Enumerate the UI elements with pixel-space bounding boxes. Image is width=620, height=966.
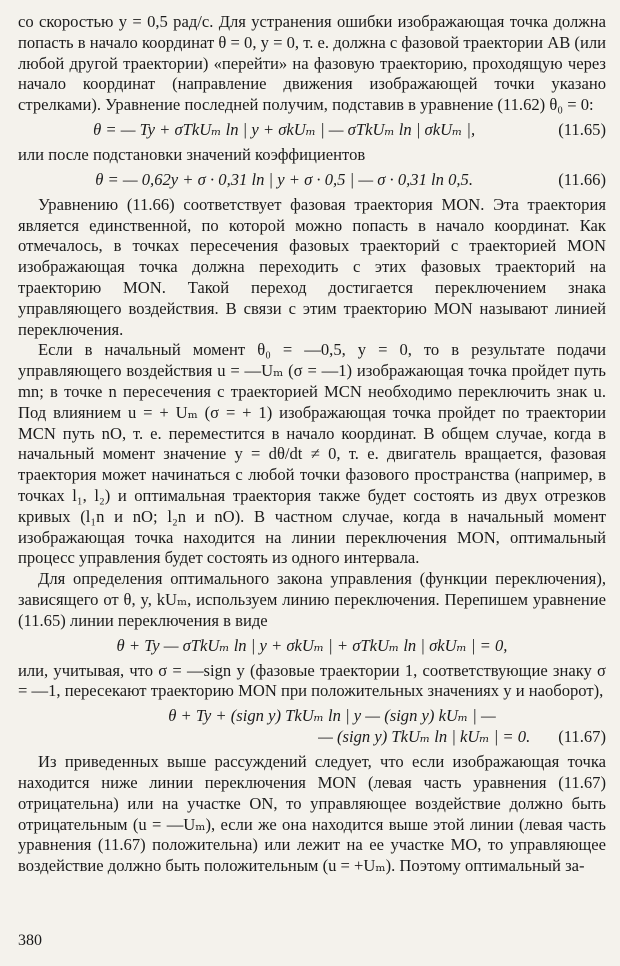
- paragraph-6: или, учитывая, что σ = —sign y (фазовые траектории 1, соответствующие знаку σ = —1, пересекают траекторию MON при положительных значениях y и наоборот),: [18, 660, 606, 701]
- equation-11-67-number: (11.67): [558, 727, 606, 747]
- paragraph-3: Уравнению (11.66) соответствует фазовая траектория MON. Эта траектория является единственной, по которой можно попасть в начало координат. Как отмечалось, в точках пересечения фазовых траекторий с траекторией MON изображающая точка должна переходить с этих фазовых траекторий на траекторию MON. Такой переход достигается переключением знака управляющего воздействия. В связи с этим траекторию MON называют линией переключения.: [18, 194, 606, 339]
- paragraph-7: Из приведенных выше рассуждений следует, что если изображающая точка находится ниже линии переключения MON (левая часть уравнения (11.67) отрицательна) или на участке ON, то управляющее воздействие должно быть отрицательным (u = —Uₘ), если же она находится выше этой линии (левая часть уравнения (11.67) положительна) или лежит на ее участке MO, то управляющее воздействие должно быть положительным (u = +Uₘ). Поэтому оптимальный за-: [18, 752, 606, 876]
- equation-11-67-line-1: [18, 705, 606, 726]
- equation-11-66: [18, 169, 606, 190]
- paragraph-1: со скоростью y = 0,5 рад/с. Для устранения ошибки изображающая точка должна попасть в начало координат θ = 0, y = 0, т. е. должна с фазовой траектории AB (или любой другой траектории) «перейти» на фазовую траекторию, проходящую через начало координат (направление движения изображающей точки указано стрелками). Уравнение последней получим, подставив в уравнение (11.62) θ₀ = 0:: [18, 12, 606, 115]
- equation-switching-line-body: θ + Ty — σTkUₘ ln | y + σkUₘ | + σTkUₘ ln | σkUₘ | = 0,: [116, 635, 508, 655]
- page-text: [18, 12, 606, 877]
- equation-switching-line: [18, 635, 606, 656]
- equation-11-66-body: θ = — 0,62y + σ · 0,31 ln | y + σ · 0,5 | — σ · 0,31 ln 0,5.: [95, 169, 473, 189]
- equation-11-65-number: (11.65): [558, 119, 606, 139]
- equation-11-66-number: (11.66): [558, 169, 606, 189]
- equation-11-65-body: θ = — Ty + σTkUₘ ln | y + σkUₘ | — σTkUₘ ln | σkUₘ |,: [93, 119, 476, 139]
- paragraph-5: Для определения оптимального закона управления (функции переключения), зависящего от θ, y, kUₘ, используем линию переключения. Перепишем уравнение (11.65) линии переключения в виде: [18, 569, 606, 630]
- equation-11-67-line-2-body: — (sign y) TkUₘ ln | kUₘ | = 0.: [318, 727, 531, 747]
- equation-11-67-line-1-body: θ + Ty + (sign y) TkUₘ ln | y — (sign y) kUₘ | —: [168, 706, 496, 726]
- paragraph-2: или после подстановки значений коэффициентов: [18, 144, 366, 164]
- equation-11-67-line-2: [18, 726, 606, 747]
- page-number: 380: [18, 932, 42, 949]
- equation-11-65: [18, 119, 606, 140]
- paragraph-4: Если в начальный момент θ₀ = —0,5, y = 0, то в результате подачи управляющего воздействия u = —Uₘ (σ = —1) изображающая точка пройдет путь mn; в точке n пересечения с траекторией MCN необходимо переключить знак u. Под влиянием u = + Uₘ (σ = + 1) изображающая точка пройдет по траектории MCN путь nO, т. е. переместится в начало координат. В общем случае, когда в начальный момент значение y = dθ/dt ≠ 0, т. е. двигатель вращается, фазовая траектория может начинаться с любой точки фазового пространства (например, в точках l₁, l₂) и оптимальная траектория также будет состоять из двух отрезков кривых (l₁n и nO; l₂n и nO). В частном случае, когда в начальный момент изображающая точка находится на линии переключения MON, оптимальный процесс управления будет состоять из одного интервала.: [18, 340, 606, 568]
